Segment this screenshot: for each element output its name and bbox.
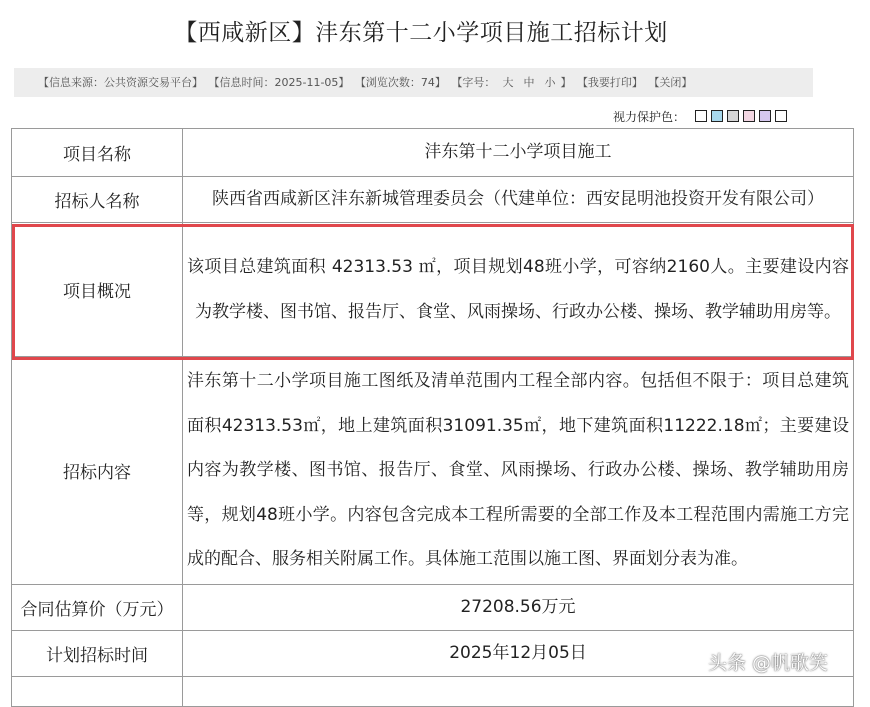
row-label: 项目概况: [12, 223, 183, 357]
info-bar: [14, 68, 813, 97]
table-row: [12, 129, 854, 177]
font-size-large-link[interactable]: 大: [502, 76, 514, 89]
color-swatch[interactable]: [711, 110, 723, 122]
color-swatch[interactable]: [727, 110, 739, 122]
table-row: [12, 585, 854, 631]
font-size-small-link[interactable]: 小: [544, 76, 556, 89]
color-swatch[interactable]: [743, 110, 755, 122]
print-link[interactable]: 【我要打印】: [576, 76, 643, 89]
font-size-end: 】: [560, 76, 572, 89]
watermark: 头条 @帆歌笑: [708, 652, 829, 674]
row-value: 2025年12月05日: [183, 631, 854, 677]
row-value: 陕西省西咸新区沣东新城管理委员会（代建单位：西安昆明池投资开发有限公司）: [183, 177, 854, 223]
row-value: 沣东第十二小学项目施工: [183, 129, 854, 177]
project-info-table: [11, 128, 854, 707]
table-row: [12, 357, 854, 585]
row-label: 合同估算价（万元）: [12, 585, 183, 631]
color-swatches: [695, 110, 791, 122]
row-label: 计划招标时间: [12, 631, 183, 677]
table-row: [12, 177, 854, 223]
color-swatch[interactable]: [775, 110, 787, 122]
row-label: 招标人名称: [12, 177, 183, 223]
font-size-label: 【字号：: [451, 76, 496, 89]
table-row: [12, 223, 854, 357]
row-label: 招标内容: [12, 357, 183, 585]
eye-protection-label: 视力保护色：: [613, 109, 686, 124]
row-value: 该项目总建筑面积 42313.53 ㎡，项目规划48班小学，可容纳2160人。主要建设内容为教学楼、图书馆、报告厅、食堂、风雨操场、行政办公楼、操场、教学辅助用房等。: [183, 223, 854, 357]
info-views: 【浏览次数：74】: [354, 76, 446, 89]
row-label: 项目名称: [12, 129, 183, 177]
close-link[interactable]: 【关闭】: [648, 76, 693, 89]
info-source: 【信息来源：公共资源交易平台】: [38, 76, 203, 89]
row-value: 27208.56万元: [183, 585, 854, 631]
color-swatch[interactable]: [759, 110, 771, 122]
page-title: 【西咸新区】沣东第十二小学项目施工招标计划: [174, 20, 668, 46]
font-size-medium-link[interactable]: 中: [523, 76, 535, 89]
color-swatch[interactable]: [695, 110, 707, 122]
info-time: 【信息时间：2025-11-05】: [208, 76, 350, 89]
eye-protection-color: [613, 108, 791, 124]
row-value: 沣东第十二小学项目施工图纸及清单范围内工程全部内容。包括但不限于：项目总建筑面积42313.53㎡，地上建筑面积31091.35㎡，地下建筑面积11222.18㎡；主要建设内容为教学楼、图书馆、报告厅、食堂、风雨操场、行政办公楼、操场、教学辅助用房等，规划48班小学。内容包含完成本工程所需要的全部工作及本工程范围内需施工方完成的配合、服务相关附属工作。具体施工范围以施工图、界面划分表为准。: [183, 357, 854, 585]
